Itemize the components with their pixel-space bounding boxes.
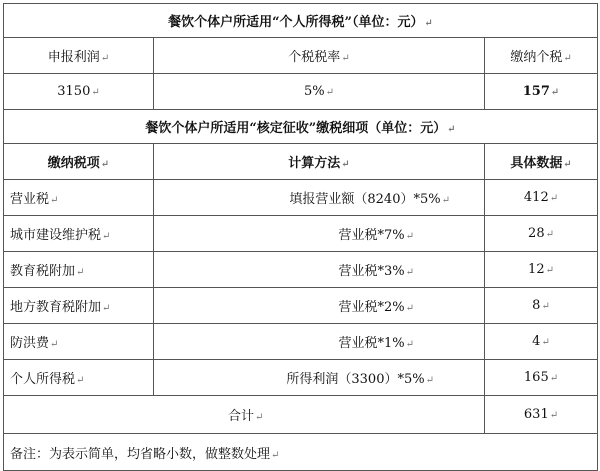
return-mark-icon [76, 375, 84, 386]
return-mark-icon [76, 267, 84, 278]
header-calc-method: 计算方法 ↵ [154, 144, 485, 180]
tax-item-cell: 城市建设维护税 ↵ [4, 216, 154, 252]
tax-item-cell: 个人所得税 ↵ [4, 360, 154, 396]
return-mark-icon [425, 18, 433, 29]
return-mark-icon [50, 195, 58, 206]
return-mark-icon [550, 410, 558, 421]
return-mark-icon [102, 231, 110, 242]
table-row [4, 252, 598, 288]
return-mark-icon [50, 339, 58, 350]
value-tax-rate: 5% ↵ [154, 74, 485, 110]
section1-value-row [4, 74, 598, 110]
header-tax-item: 缴纳税项 ↵ [4, 144, 154, 180]
total-label-cell [4, 396, 485, 434]
section1-header-row [4, 38, 598, 74]
header-tax-paid: 缴纳个税 ↵ [485, 38, 598, 74]
header-tax-rate: 个税税率 ↵ [154, 38, 485, 74]
return-mark-icon [91, 87, 99, 98]
tax-item-cell: 防洪费 ↵ [4, 324, 154, 360]
section2-header-row [4, 144, 598, 180]
return-mark-icon [406, 231, 414, 242]
return-mark-icon [255, 412, 263, 423]
amount-cell: 412 ↵ [485, 180, 598, 216]
return-mark-icon [341, 53, 349, 64]
amount-cell: 12 ↵ [485, 252, 598, 288]
return-mark-icon [406, 267, 414, 278]
calc-method-cell: 营业税*2% ↵ [154, 288, 485, 324]
return-mark-icon [447, 124, 455, 135]
return-mark-icon [341, 159, 349, 170]
tax-item-cell: 地方教育税附加 ↵ [4, 288, 154, 324]
return-mark-icon [101, 53, 109, 64]
return-mark-icon [101, 159, 109, 170]
section2-title-row [4, 110, 598, 144]
table-row [4, 288, 598, 324]
table-row [4, 360, 598, 396]
calc-method-cell: 营业税*7% ↵ [154, 216, 485, 252]
calc-method-cell: 所得利润（3300）*5% ↵ [154, 360, 485, 396]
return-mark-icon [426, 375, 434, 386]
tax-item-cell: 营业税 ↵ [4, 180, 154, 216]
tax-item-cell: 教育税附加 ↵ [4, 252, 154, 288]
return-mark-icon [326, 87, 334, 98]
tax-table [3, 3, 598, 471]
header-amount: 具体数据 ↵ [485, 144, 598, 180]
total-value: 631 [523, 407, 549, 422]
return-mark-icon [541, 337, 549, 348]
header-declared-profit: 申报利润 ↵ [4, 38, 154, 74]
note-row [4, 434, 598, 471]
section1-title: 餐饮个体户所适用“个人所得税”（单位：元） [168, 15, 424, 30]
calc-method-cell: 营业税*3% ↵ [154, 252, 485, 288]
amount-cell: 4 ↵ [485, 324, 598, 360]
amount-cell: 8 ↵ [485, 288, 598, 324]
return-mark-icon [442, 195, 450, 206]
amount-cell: 28 ↵ [485, 216, 598, 252]
table-row [4, 324, 598, 360]
note-cell [4, 434, 598, 471]
return-mark-icon [563, 53, 571, 64]
return-mark-icon [541, 301, 549, 312]
return-mark-icon [271, 450, 279, 461]
section2-title-cell [4, 110, 598, 144]
note-text: 备注：为表示简单，均省略小数，做整数处理 [10, 446, 271, 462]
section1-title-row [4, 4, 598, 38]
table-row [4, 216, 598, 252]
return-mark-icon [563, 159, 571, 170]
section1-title-cell [4, 4, 598, 38]
return-mark-icon [546, 229, 554, 240]
return-mark-icon [550, 373, 558, 384]
value-declared-profit: 3150 ↵ [4, 74, 154, 110]
table-row [4, 180, 598, 216]
return-mark-icon [102, 303, 110, 314]
return-mark-icon [551, 87, 559, 98]
total-value-cell [485, 396, 598, 434]
calc-method-cell: 填报营业额（8240）*5% ↵ [154, 180, 485, 216]
value-tax-paid: 157 ↵ [485, 74, 598, 110]
total-label: 合计 [228, 409, 255, 424]
return-mark-icon [546, 265, 554, 276]
section2-title: 餐饮个体户所适用“核定征收”缴税细项（单位：元） [145, 121, 447, 136]
return-mark-icon [550, 193, 558, 204]
return-mark-icon [406, 339, 414, 350]
amount-cell: 165 ↵ [485, 360, 598, 396]
calc-method-cell: 营业税*1% ↵ [154, 324, 485, 360]
total-row [4, 396, 598, 434]
return-mark-icon [406, 303, 414, 314]
